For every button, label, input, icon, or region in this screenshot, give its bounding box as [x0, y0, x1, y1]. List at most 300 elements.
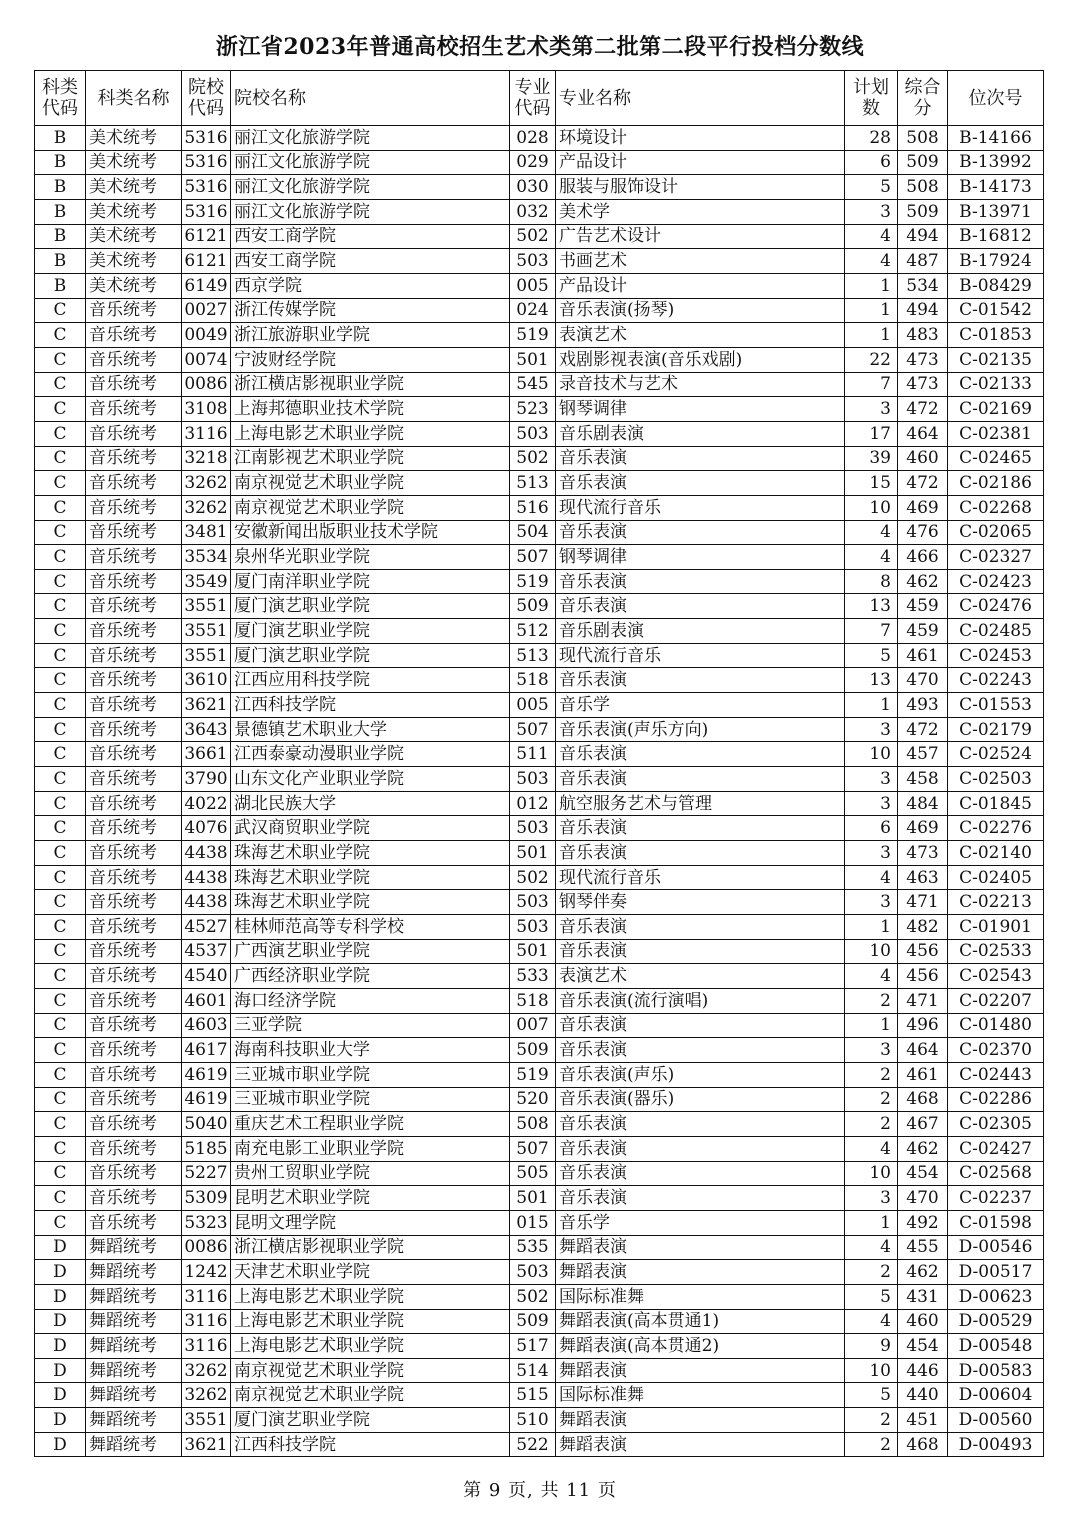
cell-rank: C-02381: [948, 421, 1044, 446]
cell-category-code: C: [35, 816, 86, 841]
table-row: [35, 199, 1044, 224]
table-row: [35, 1087, 1044, 1112]
cell-rank: C-02427: [948, 1136, 1044, 1161]
cell-score: 454: [898, 1161, 948, 1186]
table-row: [35, 791, 1044, 816]
cell-school-name: 珠海艺术职业学院: [231, 865, 510, 890]
cell-major-name: 产品设计: [556, 150, 845, 175]
table-row: [35, 1136, 1044, 1161]
cell-rank: C-02186: [948, 471, 1044, 496]
table-row: [35, 816, 1044, 841]
cell-category-name: 音乐统考: [86, 323, 182, 348]
cell-school-name: 丽江文化旅游学院: [231, 175, 510, 200]
cell-major-code: 503: [510, 816, 556, 841]
cell-school-code: 3116: [182, 421, 231, 446]
cell-major-name: 航空服务艺术与管理: [556, 791, 845, 816]
cell-major-name: 现代流行音乐: [556, 865, 845, 890]
cell-category-name: 舞蹈统考: [86, 1235, 182, 1260]
table-header-row: [35, 71, 1044, 126]
cell-score: 483: [898, 323, 948, 348]
cell-category-code: D: [35, 1235, 86, 1260]
header-major-name: 专业名称: [556, 71, 845, 126]
cell-rank: C-01901: [948, 915, 1044, 940]
cell-plan: 4: [845, 249, 898, 274]
cell-major-code: 514: [510, 1358, 556, 1383]
cell-rank: C-02065: [948, 520, 1044, 545]
cell-school-code: 3116: [182, 1334, 231, 1359]
cell-major-name: 钢琴调律: [556, 545, 845, 570]
cell-school-name: 上海电影艺术职业学院: [231, 1309, 510, 1334]
cell-category-code: D: [35, 1309, 86, 1334]
cell-score: 471: [898, 988, 948, 1013]
cell-score: 493: [898, 693, 948, 718]
cell-school-name: 南京视觉艺术职业学院: [231, 1358, 510, 1383]
cell-rank: B-14166: [948, 126, 1044, 151]
cell-category-code: C: [35, 939, 86, 964]
cell-major-name: 音乐表演: [556, 915, 845, 940]
cell-category-code: C: [35, 1136, 86, 1161]
cell-major-code: 503: [510, 1260, 556, 1285]
cell-rank: C-01845: [948, 791, 1044, 816]
table-row: [35, 1186, 1044, 1211]
cell-major-code: 029: [510, 150, 556, 175]
header-category-name: 科类名称: [86, 71, 182, 126]
cell-plan: 4: [845, 865, 898, 890]
cell-rank: B-13971: [948, 199, 1044, 224]
cell-school-code: 3481: [182, 520, 231, 545]
cell-school-name: 武汉商贸职业学院: [231, 816, 510, 841]
cell-score: 469: [898, 816, 948, 841]
cell-category-code: C: [35, 1087, 86, 1112]
cell-score: 458: [898, 767, 948, 792]
cell-category-code: C: [35, 421, 86, 446]
cell-major-name: 音乐表演(声乐方向): [556, 717, 845, 742]
cell-plan: 39: [845, 446, 898, 471]
cell-rank: C-02423: [948, 569, 1044, 594]
cell-score: 459: [898, 619, 948, 644]
cell-plan: 10: [845, 742, 898, 767]
cell-rank: C-02568: [948, 1161, 1044, 1186]
cell-plan: 15: [845, 471, 898, 496]
table-row: [35, 643, 1044, 668]
cell-category-name: 舞蹈统考: [86, 1260, 182, 1285]
cell-category-name: 音乐统考: [86, 865, 182, 890]
cell-major-code: 510: [510, 1408, 556, 1433]
cell-major-code: 515: [510, 1383, 556, 1408]
table-row: [35, 273, 1044, 298]
table-row: [35, 1260, 1044, 1285]
cell-major-name: 现代流行音乐: [556, 643, 845, 668]
cell-category-name: 美术统考: [86, 224, 182, 249]
cell-major-name: 音乐表演: [556, 471, 845, 496]
cell-major-code: 513: [510, 471, 556, 496]
cell-plan: 1: [845, 323, 898, 348]
cell-score: 494: [898, 298, 948, 323]
cell-plan: 4: [845, 964, 898, 989]
cell-category-code: C: [35, 1062, 86, 1087]
table-body: [35, 126, 1044, 1457]
cell-plan: 3: [845, 890, 898, 915]
cell-school-name: 厦门南洋职业学院: [231, 569, 510, 594]
cell-school-name: 厦门演艺职业学院: [231, 619, 510, 644]
cell-school-code: 3108: [182, 397, 231, 422]
cell-category-name: 舞蹈统考: [86, 1358, 182, 1383]
cell-major-name: 音乐表演: [556, 594, 845, 619]
table-row: [35, 890, 1044, 915]
cell-category-name: 舞蹈统考: [86, 1284, 182, 1309]
cell-plan: 7: [845, 372, 898, 397]
cell-school-code: 4603: [182, 1013, 231, 1038]
table-row: [35, 619, 1044, 644]
cell-rank: C-02465: [948, 446, 1044, 471]
cell-major-name: 舞蹈表演: [556, 1260, 845, 1285]
table-row: [35, 1432, 1044, 1457]
cell-rank: B-14173: [948, 175, 1044, 200]
header-school-name: 院校名称: [231, 71, 510, 126]
cell-category-code: C: [35, 841, 86, 866]
cell-school-name: 三亚城市职业学院: [231, 1062, 510, 1087]
cell-plan: 4: [845, 224, 898, 249]
cell-rank: C-02179: [948, 717, 1044, 742]
cell-category-name: 音乐统考: [86, 791, 182, 816]
cell-category-name: 音乐统考: [86, 767, 182, 792]
cell-score: 508: [898, 126, 948, 151]
cell-category-code: C: [35, 619, 86, 644]
cell-category-code: C: [35, 323, 86, 348]
table-row: [35, 126, 1044, 151]
cell-school-code: 3621: [182, 693, 231, 718]
cell-school-code: 3116: [182, 1284, 231, 1309]
cell-category-name: 音乐统考: [86, 939, 182, 964]
cell-major-code: 030: [510, 175, 556, 200]
cell-category-name: 音乐统考: [86, 1013, 182, 1038]
cell-major-name: 音乐表演(器乐): [556, 1087, 845, 1112]
cell-category-name: 舞蹈统考: [86, 1432, 182, 1457]
cell-category-name: 音乐统考: [86, 594, 182, 619]
cell-plan: 5: [845, 175, 898, 200]
cell-school-name: 江西泰豪动漫职业学院: [231, 742, 510, 767]
cell-major-name: 国际标准舞: [556, 1383, 845, 1408]
cell-category-name: 舞蹈统考: [86, 1309, 182, 1334]
table-row: [35, 841, 1044, 866]
cell-major-name: 音乐学: [556, 1210, 845, 1235]
cell-category-name: 音乐统考: [86, 742, 182, 767]
cell-rank: C-01480: [948, 1013, 1044, 1038]
cell-rank: C-02485: [948, 619, 1044, 644]
cell-school-code: 6149: [182, 273, 231, 298]
cell-major-code: 505: [510, 1161, 556, 1186]
cell-category-name: 美术统考: [86, 175, 182, 200]
cell-category-name: 音乐统考: [86, 1112, 182, 1137]
cell-category-code: C: [35, 1210, 86, 1235]
cell-school-code: 4619: [182, 1087, 231, 1112]
cell-plan: 22: [845, 347, 898, 372]
cell-category-code: B: [35, 150, 86, 175]
cell-school-code: 3551: [182, 619, 231, 644]
cell-major-code: 504: [510, 520, 556, 545]
cell-score: 462: [898, 1136, 948, 1161]
cell-major-name: 录音技术与艺术: [556, 372, 845, 397]
cell-school-name: 浙江传媒学院: [231, 298, 510, 323]
cell-school-name: 广西经济职业学院: [231, 964, 510, 989]
cell-score: 469: [898, 495, 948, 520]
cell-major-name: 现代流行音乐: [556, 495, 845, 520]
cell-school-code: 3661: [182, 742, 231, 767]
header-school-code: 院校代码: [182, 71, 231, 126]
cell-plan: 8: [845, 569, 898, 594]
cell-category-name: 音乐统考: [86, 471, 182, 496]
cell-school-name: 昆明文理学院: [231, 1210, 510, 1235]
cell-major-code: 503: [510, 915, 556, 940]
cell-school-code: 0074: [182, 347, 231, 372]
cell-category-code: C: [35, 1186, 86, 1211]
table-row: [35, 1358, 1044, 1383]
cell-score: 509: [898, 199, 948, 224]
cell-rank: C-02169: [948, 397, 1044, 422]
cell-category-name: 音乐统考: [86, 619, 182, 644]
cell-category-code: C: [35, 742, 86, 767]
table-row: [35, 471, 1044, 496]
cell-school-code: 0049: [182, 323, 231, 348]
cell-rank: C-02327: [948, 545, 1044, 570]
cell-score: 487: [898, 249, 948, 274]
cell-score: 496: [898, 1013, 948, 1038]
cell-major-name: 表演艺术: [556, 323, 845, 348]
cell-score: 446: [898, 1358, 948, 1383]
cell-category-code: B: [35, 199, 86, 224]
cell-score: 468: [898, 1432, 948, 1457]
cell-category-code: D: [35, 1358, 86, 1383]
cell-category-name: 音乐统考: [86, 446, 182, 471]
cell-category-name: 音乐统考: [86, 298, 182, 323]
header-plan: 计划数: [845, 71, 898, 126]
cell-school-code: 4438: [182, 865, 231, 890]
cell-major-name: 音乐表演: [556, 1136, 845, 1161]
cell-major-code: 502: [510, 1284, 556, 1309]
cell-category-name: 音乐统考: [86, 347, 182, 372]
cell-category-code: C: [35, 791, 86, 816]
cell-score: 508: [898, 175, 948, 200]
cell-major-code: 516: [510, 495, 556, 520]
cell-plan: 4: [845, 1309, 898, 1334]
cell-category-code: C: [35, 1112, 86, 1137]
cell-category-name: 美术统考: [86, 273, 182, 298]
cell-plan: 3: [845, 791, 898, 816]
table-row: [35, 569, 1044, 594]
cell-score: 471: [898, 890, 948, 915]
cell-major-name: 音乐表演: [556, 1013, 845, 1038]
cell-category-code: C: [35, 865, 86, 890]
cell-category-name: 音乐统考: [86, 1210, 182, 1235]
cell-category-code: B: [35, 224, 86, 249]
table-row: [35, 1112, 1044, 1137]
cell-rank: C-02503: [948, 767, 1044, 792]
cell-category-name: 音乐统考: [86, 520, 182, 545]
cell-rank: C-02213: [948, 890, 1044, 915]
cell-major-code: 007: [510, 1013, 556, 1038]
cell-plan: 7: [845, 619, 898, 644]
cell-major-code: 503: [510, 249, 556, 274]
cell-plan: 10: [845, 495, 898, 520]
cell-score: 470: [898, 668, 948, 693]
cell-category-name: 舞蹈统考: [86, 1334, 182, 1359]
cell-category-name: 美术统考: [86, 249, 182, 274]
table-row: [35, 520, 1044, 545]
cell-major-code: 501: [510, 939, 556, 964]
cell-category-code: C: [35, 693, 86, 718]
cell-rank: B-13992: [948, 150, 1044, 175]
cell-major-code: 502: [510, 224, 556, 249]
cell-school-code: 3262: [182, 495, 231, 520]
cell-category-name: 音乐统考: [86, 693, 182, 718]
table-row: [35, 865, 1044, 890]
cell-school-name: 珠海艺术职业学院: [231, 890, 510, 915]
cell-major-code: 507: [510, 545, 556, 570]
cell-major-code: 545: [510, 372, 556, 397]
cell-rank: B-16812: [948, 224, 1044, 249]
cell-score: 472: [898, 397, 948, 422]
cell-school-name: 西安工商学院: [231, 224, 510, 249]
cell-major-name: 音乐表演(声乐): [556, 1062, 845, 1087]
cell-major-code: 503: [510, 767, 556, 792]
cell-rank: B-17924: [948, 249, 1044, 274]
cell-school-name: 丽江文化旅游学院: [231, 126, 510, 151]
table-row: [35, 323, 1044, 348]
cell-major-name: 音乐表演(流行演唱): [556, 988, 845, 1013]
cell-score: 456: [898, 964, 948, 989]
cell-rank: D-00604: [948, 1383, 1044, 1408]
cell-plan: 1: [845, 1013, 898, 1038]
cell-score: 440: [898, 1383, 948, 1408]
cell-major-name: 服装与服饰设计: [556, 175, 845, 200]
cell-plan: 6: [845, 816, 898, 841]
cell-school-name: 丽江文化旅游学院: [231, 199, 510, 224]
cell-rank: C-02207: [948, 988, 1044, 1013]
cell-school-name: 景德镇艺术职业大学: [231, 717, 510, 742]
cell-major-code: 520: [510, 1087, 556, 1112]
cell-major-code: 518: [510, 668, 556, 693]
cell-category-code: C: [35, 372, 86, 397]
cell-major-name: 钢琴调律: [556, 397, 845, 422]
cell-plan: 10: [845, 1161, 898, 1186]
cell-score: 466: [898, 545, 948, 570]
cell-major-code: 503: [510, 421, 556, 446]
cell-major-name: 产品设计: [556, 273, 845, 298]
cell-category-code: C: [35, 717, 86, 742]
cell-school-code: 3551: [182, 594, 231, 619]
page-title: 浙江省2023年普通高校招生艺术类第二批第二段平行投档分数线: [215, 34, 865, 60]
cell-category-name: 音乐统考: [86, 988, 182, 1013]
table-row: [35, 446, 1044, 471]
cell-category-code: C: [35, 446, 86, 471]
cell-school-name: 浙江横店影视职业学院: [231, 1235, 510, 1260]
cell-rank: D-00529: [948, 1309, 1044, 1334]
table-row: [35, 988, 1044, 1013]
cell-school-name: 江西科技学院: [231, 1432, 510, 1457]
cell-school-code: 4617: [182, 1038, 231, 1063]
cell-category-code: C: [35, 767, 86, 792]
cell-score: 455: [898, 1235, 948, 1260]
cell-score: 456: [898, 939, 948, 964]
cell-plan: 2: [845, 1087, 898, 1112]
cell-category-code: D: [35, 1260, 86, 1285]
cell-school-code: 6121: [182, 224, 231, 249]
cell-major-code: 519: [510, 323, 556, 348]
cell-major-code: 508: [510, 1112, 556, 1137]
cell-plan: 1: [845, 1210, 898, 1235]
cell-school-code: 3262: [182, 1358, 231, 1383]
cell-rank: C-02370: [948, 1038, 1044, 1063]
cell-score: 461: [898, 643, 948, 668]
cell-school-code: 4438: [182, 890, 231, 915]
cell-major-name: 美术学: [556, 199, 845, 224]
cell-category-name: 音乐统考: [86, 1038, 182, 1063]
cell-school-name: 南充电影工业职业学院: [231, 1136, 510, 1161]
cell-school-name: 厦门演艺职业学院: [231, 594, 510, 619]
cell-rank: C-02135: [948, 347, 1044, 372]
cell-school-code: 4022: [182, 791, 231, 816]
cell-plan: 3: [845, 767, 898, 792]
cell-school-name: 重庆艺术工程职业学院: [231, 1112, 510, 1137]
table-row: [35, 1334, 1044, 1359]
cell-school-name: 海南科技职业大学: [231, 1038, 510, 1063]
cell-major-code: 502: [510, 446, 556, 471]
cell-rank: C-02276: [948, 816, 1044, 841]
cell-major-name: 舞蹈表演(高本贯通1): [556, 1309, 845, 1334]
table-row: [35, 1062, 1044, 1087]
cell-major-name: 国际标准舞: [556, 1284, 845, 1309]
cell-major-name: 舞蹈表演: [556, 1408, 845, 1433]
cell-major-name: 音乐剧表演: [556, 619, 845, 644]
cell-major-code: 533: [510, 964, 556, 989]
cell-category-name: 美术统考: [86, 150, 182, 175]
table-row: [35, 298, 1044, 323]
cell-plan: 13: [845, 594, 898, 619]
cell-category-code: C: [35, 495, 86, 520]
cell-score: 473: [898, 347, 948, 372]
cell-school-name: 桂林师范高等专科学校: [231, 915, 510, 940]
cell-category-code: C: [35, 668, 86, 693]
table-row: [35, 1383, 1044, 1408]
cell-plan: 10: [845, 939, 898, 964]
cell-category-code: D: [35, 1408, 86, 1433]
cell-school-code: 6121: [182, 249, 231, 274]
table-row: [35, 347, 1044, 372]
cell-school-code: 3610: [182, 668, 231, 693]
cell-category-code: C: [35, 520, 86, 545]
cell-major-code: 501: [510, 347, 556, 372]
cell-major-code: 024: [510, 298, 556, 323]
cell-major-code: 509: [510, 1038, 556, 1063]
cell-school-name: 贵州工贸职业学院: [231, 1161, 510, 1186]
cell-major-code: 501: [510, 1186, 556, 1211]
cell-school-code: 5323: [182, 1210, 231, 1235]
cell-score: 451: [898, 1408, 948, 1433]
cell-category-code: C: [35, 397, 86, 422]
table-row: [35, 545, 1044, 570]
cell-major-name: 戏剧影视表演(音乐戏剧): [556, 347, 845, 372]
cell-major-code: 512: [510, 619, 556, 644]
cell-plan: 5: [845, 1383, 898, 1408]
cell-major-code: 501: [510, 841, 556, 866]
cell-score: 457: [898, 742, 948, 767]
cell-rank: D-00583: [948, 1358, 1044, 1383]
cell-major-name: 广告艺术设计: [556, 224, 845, 249]
table-row: [35, 742, 1044, 767]
cell-school-name: 天津艺术职业学院: [231, 1260, 510, 1285]
page-footer: 第 9 页, 共 11 页: [463, 1480, 617, 1501]
cell-school-code: 0086: [182, 372, 231, 397]
